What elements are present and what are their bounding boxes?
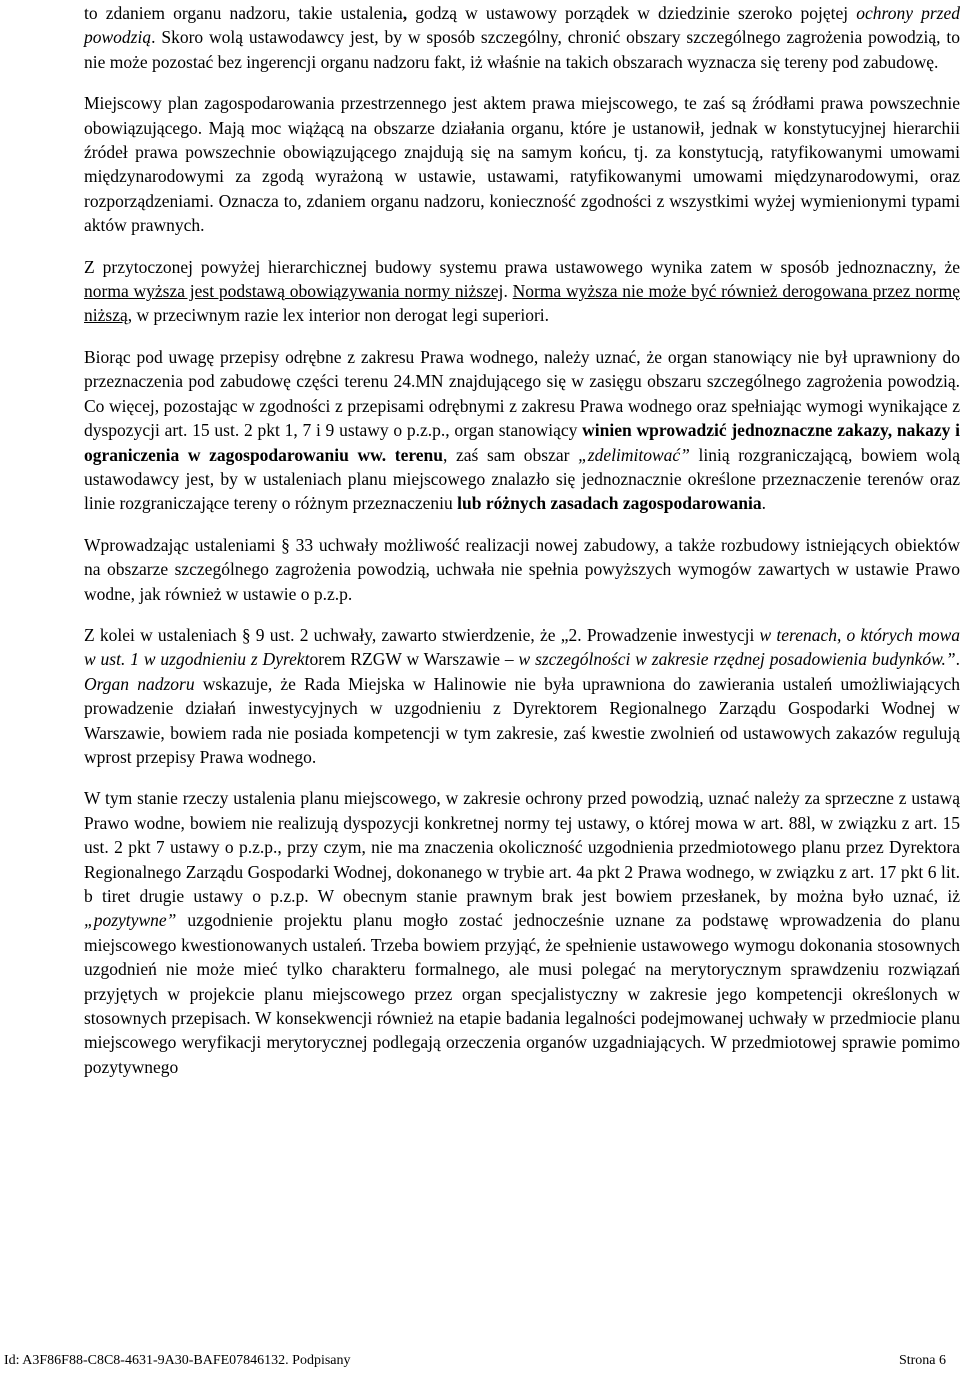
paragraph <box>84 533 960 606</box>
text-run: „pozytywne” <box>84 910 177 931</box>
text-run: Biorąc pod uwagę przepisy odrębne z zakresu Prawa wodnego, należy uznać, że organ stanowiący nie był uprawniony do przeznaczenia pod zabudowę części terenu 24.MN znajdującego się w zasięgu obszaru szczególnego zagrożenia powodzią. Co więcej, pozostając w zgodności z przepisami odrębnymi z zakresu Prawa wodnego oraz spełniając wymogi wynikające z dyspozycji art. 15 ust. 2 pkt 1, 7 i 9 ustawy o p.z.p., organ stanowiący <box>84 346 960 441</box>
text-run: wskazuje, że Rada Miejska w Halinowie nie była uprawniona do zawierania ustaleń umożliwiających prowadzenie działań inwestycyjnych w uzgodnieniu z Dyrektorem Regionalnego Zarządu Gospodarki Wodnej w Warszawie, bowiem rada nie posiada kompetencji w tym zakresie, zaś kwestie zwolnień od ustawowych zakazów regulują wprost przepisy Prawa wodnego. <box>84 673 960 767</box>
document-id: Id: A3F86F88-C8C8-4631-9A30-BAFE07846132. Podpisany <box>4 1353 351 1368</box>
text-run: „zdelimitować” <box>578 444 690 465</box>
paragraph <box>84 1 960 74</box>
paragraph <box>84 345 960 516</box>
text-run: to zdaniem organu nadzoru, takie ustalenia <box>84 3 403 23</box>
text-run: norma wyższa jest podstawą obowiązywania normy niższej <box>84 281 504 302</box>
text-run: Z przytoczonej powyżej hierarchicznej budowy systemu prawa ustawowego wynika zatem w sposób jednoznaczny, że <box>84 256 960 277</box>
text-run: Z kolei w ustaleniach § 9 ust. 2 uchwały, zawarto stwierdzenie, że „2. Prowadzenie inwestycji <box>84 624 760 645</box>
paragraph <box>84 786 960 1079</box>
text-run: Organ nadzoru <box>84 673 195 694</box>
text-run: Wprowadzając ustaleniami § 33 uchwały możliwość realizacji nowej zabudowy, a także rozbudowy istniejących obiektów na obszarze szczególnego zagrożenia powodzią, uchwała nie spełnia powyższych wymogów zawartych w ustawie Prawo wodne, jak również w ustawie o p.z.p. <box>84 534 960 604</box>
text-run: Norma wyższa nie może być również derogowana przez normę niższą <box>84 281 960 326</box>
text-run: , w przeciwnym razie lex interior non derogat legi superiori. <box>127 305 550 326</box>
text-run: lub różnych zasadach zagospodarowania <box>457 493 762 514</box>
page-number: Strona 6 <box>898 1353 946 1368</box>
text-run: , zaś sam obszar <box>443 444 579 465</box>
text-run: . <box>761 493 767 514</box>
paragraph <box>84 623 960 769</box>
text-run: uzgodnienie projektu planu mogło zostać jednocześnie uznane za podstawę wprowadzenia do planu miejscowego kwestionowanych ustaleń. Trzeba bowiem przyjąć, że spełnienie ustawowego wymogu dokonania stosownych uzgodnień nie może mieć tylko charakteru formalnego, ale musi polegać na merytorycznym sprawdzeniu rozwiązań przyjętych w projekcie planu miejscowego przez organ specjalistyczny w zakresie jego kompetencji określonych w stosownych przepisach. W konsekwencji również na etapie badania legalności podejmowanej uchwały w przedmiocie planu miejscowego weryfikacji merytorycznej podlegają orzeczenia organów uzgadniających. W przedmiotowej sprawie pomimo pozytywnego <box>84 910 960 1077</box>
text-run: w terenach, o których mowa w ust. 1 w uzgodnieniu z Dyrekt <box>84 624 960 670</box>
text-run: . Skoro wolą ustawodawcy jest, by w sposób szczególny, chronić obszary szczególnego zagrożenia powodzią, to nie może pozostać bez ingerencji organu nadzoru fakt, iż właśnie na takich obszarach wyznacza się tereny pod zabudowę. <box>84 27 960 72</box>
document-page <box>84 0 960 1096</box>
paragraph <box>84 255 960 328</box>
text-run: winien wprowadzić jednoznaczne zakazy, nakazy i ograniczenia w zagospodarowaniu ww. terenu <box>84 420 960 465</box>
text-run: W tym stanie rzeczy ustalenia planu miejscowego, w zakresie ochrony przed powodzią, uznać należy za sprzeczne z ustawą Prawo wodne, bowiem nie realizują dyspozycji konkretnej normy tej ustawy, o której mowa w art. 88l, w związku z art. 15 ust. 2 pkt 7 ustawy o p.z.p., przy czym, nie ma znaczenia okoliczność uzgodnienia przedmiotowego planu przez Dyrektora Regionalnego Zarządu Gospodarki Wodnej, dokonanego w trybie art. 4a pkt 2 Prawa wodnego, w związku z art. 17 pkt 6 lit. b tiret drugie ustawy o p.z.p. W obecnym stanie prawnym brak jest bowiem przesłanek, by można było uznać, iż <box>84 788 960 906</box>
text-run: linią rozgraniczającą, bowiem wolą ustawodawcy jest, by w ustaleniach planu miejscowego znalazło się jednoznacznie określone przeznaczenie terenów oraz linie rozgraniczające tereny o różnym przeznaczeniu <box>84 444 960 514</box>
text-run: Miejscowy plan zagospodarowania przestrzennego jest aktem prawa miejscowego, te zaś są źródłami prawa powszechnie obowiązującego. Mają moc wiążącą na obszarze działania organu, które je ustanowił, jednak w konstytucyjnej hierarchii źródeł prawa powszechnie obowiązującego znajdują się na samym końcu, tj. za konstytucją, ratyfikowanymi umowami międzynarodowymi za zgodą wyrażoną w ustawie, ustawami, ratyfikowanymi umowami międzynarodowymi, oraz rozporządzeniami. Oznacza to, zdaniem organu nadzoru, konieczność zgodności z wszystkimi wyżej wymienionymi typami aktów prawnych. <box>84 93 960 236</box>
paragraph <box>84 91 960 237</box>
text-run: , <box>402 3 408 23</box>
document-body <box>84 1 960 1079</box>
text-run: . <box>503 281 513 302</box>
text-run: – w szczególności w zakresie rzędnej posadowienia budynków.” <box>504 649 956 670</box>
text-run: . <box>955 649 960 670</box>
text-run: ochrony przed powodzią <box>84 3 960 48</box>
text-run: godzą w ustawowy porządek w dziedzinie szeroko pojętej <box>407 3 857 23</box>
text-run: orem RZGW w Warszawie <box>309 649 505 670</box>
